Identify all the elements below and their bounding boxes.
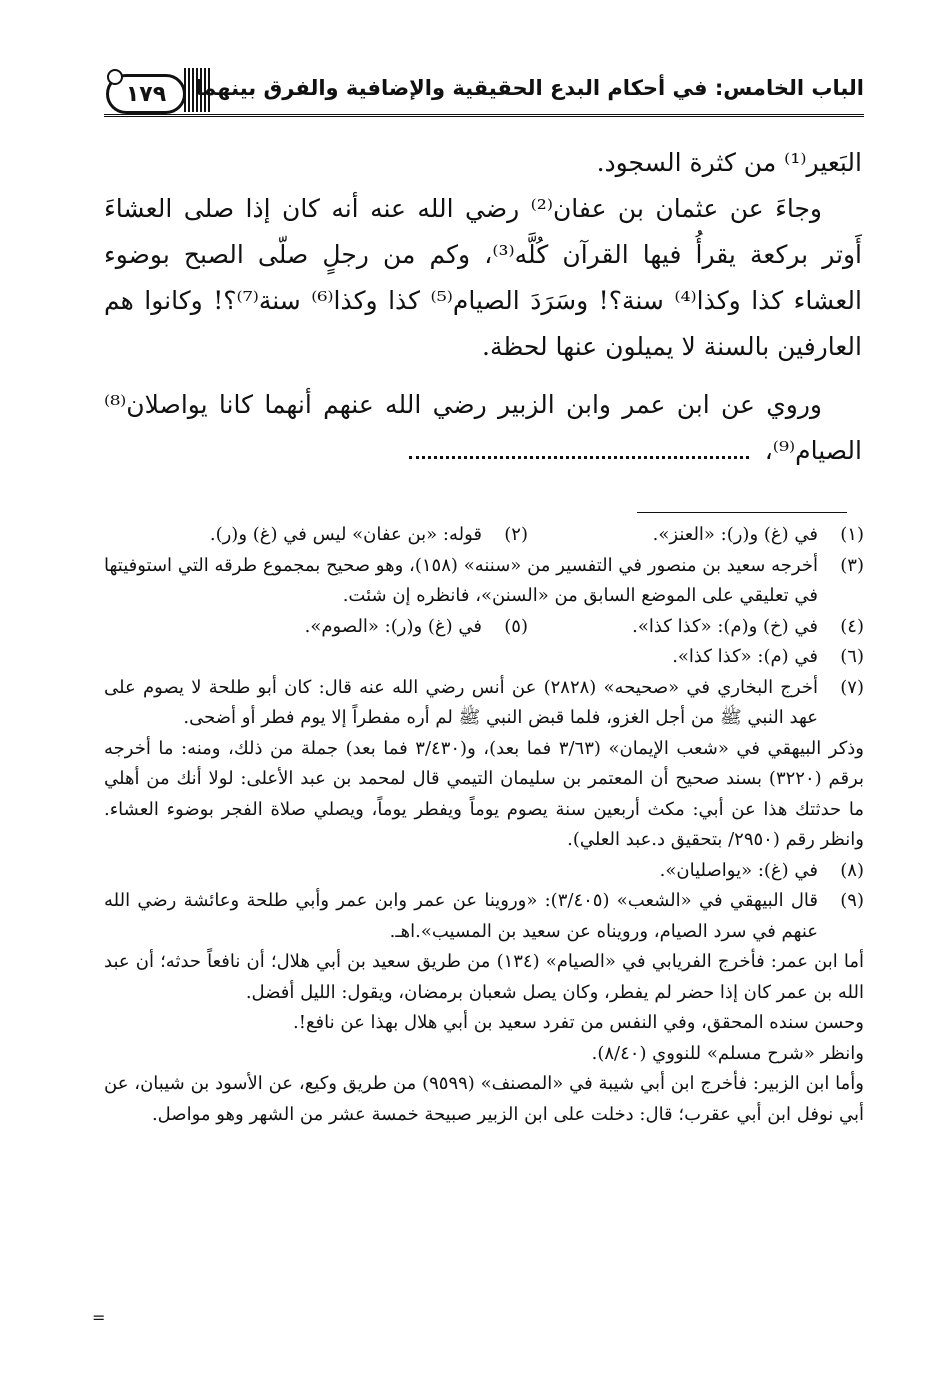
main-text [104, 140, 862, 474]
dotted-continuation [409, 447, 749, 459]
footnote-row [104, 520, 864, 551]
footnote-number: (٣) [840, 554, 864, 576]
footnote-text: أما ابن عمر: فأخرج الفريابي في «الصيام» (١٣٤) من طريق سعيد بن أبي هلال؛ أن نافعاً حدثه؛ أن عبد الله بن عمر كان إذا حضر لم يفطر، وكان يصل شعبان برمضان، ويقول: الليل أفضل. [104, 951, 864, 1003]
footnote-number: (٩) [840, 890, 864, 911]
footnote-continuation [104, 947, 864, 1008]
footnote-text: أخرجه سعيد بن منصور في التفسير من «سننه» (١٥٨)، وهو صحيح بمجموع طرقه التي استوفيتها في تعليقي على الموضع السابق من «السنن»، فانظره إن شئت. [104, 554, 818, 606]
footnote-row [104, 551, 864, 612]
footnote-text: أخرج البخاري في «صحيحه» (٢٨٢٨) عن أنس رضي الله عنه قال: كان أبو طلحة لا يصوم على عهد النبي ﷺ من أجل الغزو، فلما قبض النبي ﷺ لم أره مفطراً إلا يوم فطر أو أضحى. [104, 676, 818, 728]
continuation-mark: = [92, 1308, 106, 1327]
footnote-continuation [104, 734, 864, 856]
footnote-text: وحسن سنده المحقق، وفي النفس من تفرد سعيد بن أبي هلال بهذا عن نافع!. [293, 1012, 864, 1033]
footnote-row [104, 856, 864, 887]
footnote-continuation [104, 1008, 864, 1039]
footnote-number: (٦) [840, 646, 864, 667]
footnote-text: قال البيهقي في «الشعب» (٣/٤٠٥): «وروينا عن عمر وابن عمر وأبي طلحة وعائشة رضي الله عنهم في سرد الصيام، ورويناه عن سعيد بن المسيب».اهـ. [104, 890, 818, 942]
footnote-separator [637, 512, 847, 513]
paragraph-1: البَعير⁽¹⁾ من كثرة السجود. [596, 148, 862, 177]
page-number: ١٧٩ [106, 74, 186, 114]
chapter-title: الباب الخامس: في أحكام البدع الحقيقية والإضافية والفرق بينهما [195, 76, 864, 100]
footnote-text: في (خ) و(م): «كذا كذا». [632, 615, 818, 637]
footnote-row [104, 612, 864, 643]
footnote-text: وذكر البيهقي في «شعب الإيمان» (٣/٦٣ فما بعد)، و(٣/٤٣٠ فما بعد) جملة من ذلك، ومنه: ما أخرجه برقم (٣٢٢٠) بسند صحيح أن المعتمر بن سليمان التيمي قال لمحمد بن عبد الأعلى: لولا أنك من أهلي ما حدثتك هذا عن أبي: مكث أربعين سنة يصوم يوماً ويفطر يوماً، ويصلي صلاة الفجر بوضوء العشاء. وانظر رقم (٢٩٥٠/ بتحقيق د.عبد العلي). [104, 737, 864, 850]
footnote-text: وانظر «شرح مسلم» للنووي (٨/٤٠). [591, 1042, 864, 1064]
footnote-text: في (غ) و(ر): «العنز». [652, 524, 818, 545]
footnote-row [104, 886, 864, 947]
footnote-number: (١) [840, 524, 864, 545]
footnote-number: (٥) [504, 615, 528, 637]
footnote-text: في (م): «كذا كذا». [672, 646, 818, 667]
running-header [104, 62, 864, 120]
footnote-number: (٨) [840, 859, 864, 881]
footnote-text: في (غ): «يواصلیان». [659, 859, 818, 881]
footnote-continuation [104, 1039, 864, 1070]
header-rule [104, 114, 864, 117]
footnote-row [104, 673, 864, 734]
footnote-continuation [104, 1069, 864, 1130]
footnote-text: وأما ابن الزبير: فأخرج ابن أبي شيبة في «المصنف» (٩٥٩٩) من طريق وكيع، عن الأسود بن شيبان، عن أبي نوفل ابن أبي عقرب؛ قال: دخلت على ابن الزبير صبيحة خمسة عشر من الشهر وهو مواصل. [104, 1073, 864, 1125]
footnote-text: في (غ) و(ر): «الصوم». [304, 615, 482, 637]
footnote-row [104, 642, 864, 673]
footnote-number: (٢) [504, 524, 528, 545]
footnote-number: (٧) [840, 676, 864, 698]
footnote-text: قوله: «بن عفان» ليس في (غ) و(ر). [209, 524, 482, 545]
footnote-number: (٤) [840, 615, 864, 637]
paragraph-3 [104, 382, 862, 474]
paragraph-2: وجاءَ عن عثمان بن عفان⁽²⁾ رضي الله عنه أنه كان إذا صلى العشاءَ أَوتر بركعة يقرأُ فيها القرآن كُلَّه⁽³⁾، وكم من رجلٍ صلّى الصبح بوضوء العشاء كذا وكذا⁽⁴⁾ سنة؟! وسَرَدَ الصيام⁽⁵⁾ كذا وكذا⁽⁶⁾ سنة⁽⁷⁾؟! وكانوا هم العارفين بالسنة لا يميلون عنها لحظة. [104, 194, 862, 361]
footnotes [104, 520, 864, 1130]
paragraph-3-text: وروي عن ابن عمر وابن الزبير رضي الله عنهم أنهما كانا يواصلان⁽⁸⁾ الصيام⁽⁹⁾، [104, 390, 862, 465]
